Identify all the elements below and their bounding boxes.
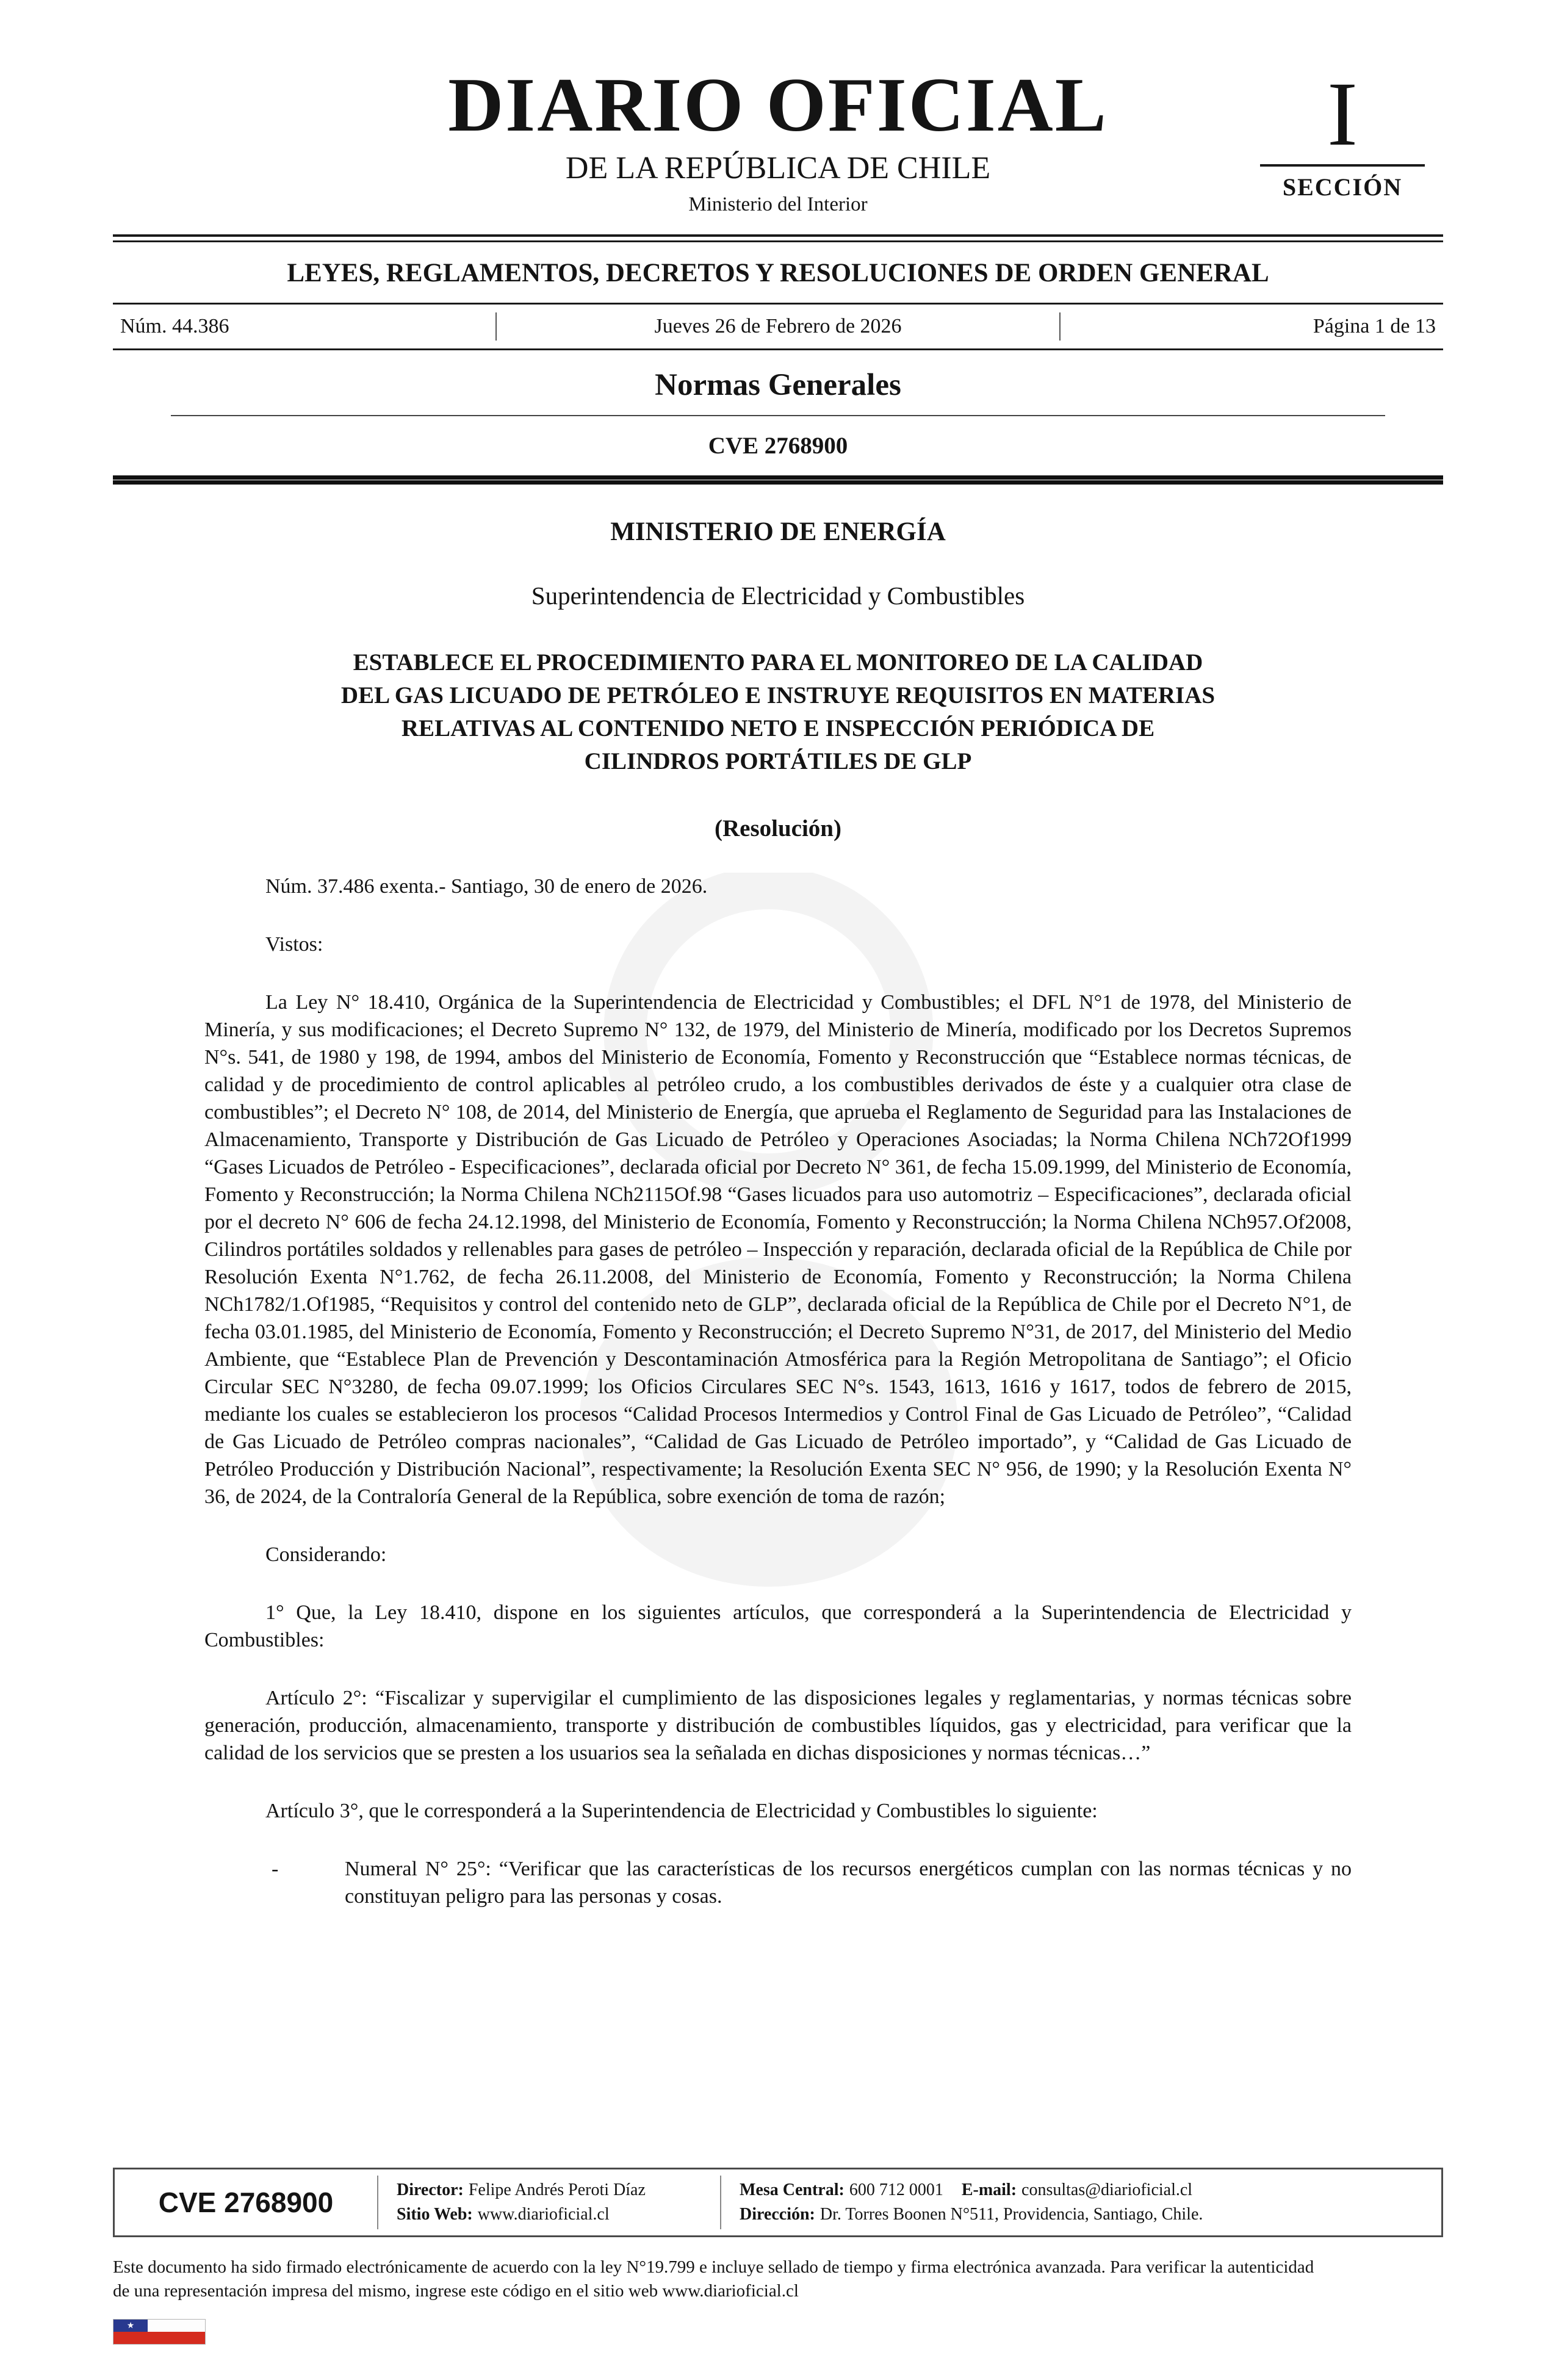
considerando-label: Considerando: [265,1543,387,1566]
flag-white-field [148,2320,205,2332]
category-rule [171,415,1385,416]
section-block [1260,63,1425,201]
footer-contact-column [721,2169,1441,2235]
resolution-number-line: Núm. 37.486 exenta.- Santiago, 30 de enero de 2026. [265,875,708,898]
masthead [113,63,1443,216]
chile-flag-logo [113,2319,206,2345]
page-indicator: Página 1 de 13 [1313,315,1436,337]
cve-heading: CVE 2768900 [708,433,848,459]
director-value: Felipe Andrés Peroti Díaz [468,2180,646,2199]
issue-date: Jueves 26 de Febrero de 2026 [654,315,902,337]
numeral-25-item [204,1855,1352,1910]
web-label: Sitio Web: [397,2205,473,2224]
footer-director-column [378,2169,720,2235]
flag-blue-canton [113,2320,148,2332]
masthead-subtitle: DE LA REPÚBLICA DE CHILE [565,151,991,186]
articulo-2-paragraph: Artículo 2°: “Fiscalizar y supervigilar el cumplimiento de las disposiciones legales y reglamentarias, y normas técnicas sobre generación, producción, almacenamiento, transporte y distribución de combustibles líquidos, gas y electricidad, para verificar que la calidad de los servicios que se presten a los usuarios sea la señalada en dichas disposiciones y normas técnicas…” [204,1687,1352,1764]
address-value: Dr. Torres Boonen N°511, Providencia, Santiago, Chile. [819,2205,1203,2224]
phone-label: Mesa Central: [740,2180,845,2199]
footer-phone-line [740,2178,1423,2202]
vistos-paragraph: La Ley N° 18.410, Orgánica de la Superintendencia de Electricidad y Combustibles; el DFL N°1 de 1978, del Ministerio de Minería, y sus modificaciones; el Decreto Supremo N° 132, de 1979, del Ministerio de Minería, modificado por los Decretos Supremos N°s. 541, de 1980 y 198, de 1994, ambos del Ministerio de Economía, Fomento y Reconstrucción que “Establece normas técnicas, de calidad y de procedimiento de control aplicables al petróleo crudo, a los combustibles derivados de éste y a cualquier otra clase de combustibles”; el Decreto N° 108, de 2014, del Ministerio de Energía, que aprueba el Reglamento de Seguridad para las Instalaciones de Almacenamiento, Transporte y Distribución de Gas Licuado de Petróleo y Operaciones Asociadas; la Norma Chilena NCh72Of1999 “Gases Licuados de Petróleo - Especificaciones”, declarada oficial por Decreto N° 361, de fecha 15.09.1999, del Ministerio de Economía, Fomento y Reconstrucción; la Norma Chilena NCh2115Of.98 “Gases licuados para uso automotriz – Especificaciones”, declarada oficial por el decreto N° 606 de fecha 24.12.1998, del Ministerio de Economía, Fomento y Reconstrucción; la Norma Chilena NCh957.Of2008, Cilindros portátiles soldados y rellenables para gases de petróleo – Inspección y reparación, declarada oficial de la República de Chile por Resolución Exenta N°1.762, de fecha 26.11.2008, del Ministerio de Economía, Fomento y Reconstrucción; la Norma Chilena NCh1782/1.Of1985, “Requisitos y control del contenido neto de GLP”, declarada oficial de la República de Chile por el Decreto N°1, de fecha 03.01.1985, del Ministerio de Economía, Fomento y Reconstrucción; el Decreto Supremo N°31, de 2017, del Ministerio del Medio Ambiente, que “Establece Plan de Prevención y Descontaminación Atmosférica para la Región Metropolitana de Santiago”; el Oficio Circular SEC N°3280, de fecha 09.07.1999; los Oficios Circulares SEC N°s. 1543, 1613, 1616 y 1617, todos de febrero de 2015, mediante los cuales se establecieron los procesos “Calidad Procesos Intermedios y Control Final de Gas Licuado de Petróleo”, “Calidad de Gas Licuado de Petróleo compras nacionales”, “Calidad de Gas Licuado de Petróleo importado”, y “Calidad de Gas Licuado de Petróleo Producción y Distribución Nacional”, respectivamente; la Resolución Exenta SEC N° 956, de 1990; y la Resolución Exenta N° 36, de 2024, de la Contraloría General de la República, sobre exención de toma de razón; [204,991,1352,1508]
heavy-divider-rule [113,475,1443,485]
masthead-ministry: Ministerio del Interior [688,193,868,215]
page-footer [113,2168,1443,2345]
flag-red-field [113,2332,205,2344]
footer-director-line [397,2178,702,2202]
list-dash: - [272,1858,279,1880]
band-title: LEYES, REGLAMENTOS, DECRETOS Y RESOLUCIONES DE ORDEN GENERAL [287,259,1269,287]
issue-row [113,305,1443,348]
footer-cve: CVE 2768900 [158,2187,334,2218]
document-title-line: DEL GAS LICUADO DE PETRÓLEO E INSTRUYE REQUISITOS EN MATERIAS [340,682,1216,709]
considerando-item-1: 1° Que, la Ley 18.410, dispone en los siguientes artículos, que corresponderá a la Superintendencia de Electricidad y Combustibles: [204,1601,1352,1651]
issue-number: Núm. 44.386 [120,315,229,337]
ministry-heading: MINISTERIO DE ENERGÍA [610,517,946,546]
footer-address-line [740,2202,1423,2227]
agency-heading: Superintendencia de Electricidad y Combustibles [531,582,1025,610]
footer-info-box [113,2168,1443,2237]
document-title [204,646,1352,778]
numeral-25-text: Numeral N° 25°: “Verificar que las características de los recursos energéticos cumplan con las normas técnicas y no constituyan peligro para las personas y cosas. [345,1858,1352,1908]
email-value: consultas@diarioficial.cl [1021,2180,1193,2199]
legal-notice: Este documento ha sido firmado electrónicamente de acuerdo con la ley N°19.799 e incluye sellado de tiempo y firma electrónica avanzada. Para verificar la autenticidad de una representación impresa del mismo, ingrese este código en el sitio web www.diarioficial.cl [113,2257,1314,2301]
phone-value: 600 712 0001 [849,2180,943,2199]
footer-web-line [397,2202,702,2227]
document-title-line: CILINDROS PORTÁTILES DE GLP [584,748,972,774]
resolution-label: (Resolución) [715,815,841,842]
email-label: E-mail: [961,2180,1017,2199]
masthead-title: DIARIO OFICIAL [448,63,1108,148]
address-label: Dirección: [740,2205,815,2224]
document-title-line: RELATIVAS AL CONTENIDO NETO E INSPECCIÓN PERIÓDICA DE [401,715,1155,741]
band-bottom-rule [113,348,1443,350]
director-label: Director: [397,2180,464,2199]
document-title-line: ESTABLECE EL PROCEDIMIENTO PARA EL MONITOREO DE LA CALIDAD [353,649,1203,676]
section-label: SECCIÓN [1282,173,1403,201]
web-value: www.diarioficial.cl [477,2205,610,2224]
vistos-label: Vistos: [265,933,323,956]
section-numeral: I [1260,73,1425,167]
articulo-3-paragraph: Artículo 3°, que le corresponderá a la Superintendencia de Electricidad y Combustibles lo siguiente: [265,1800,1098,1822]
category-heading: Normas Generales [655,368,901,402]
document-body [204,518,1352,1910]
masthead-divider-rule [113,234,1443,242]
